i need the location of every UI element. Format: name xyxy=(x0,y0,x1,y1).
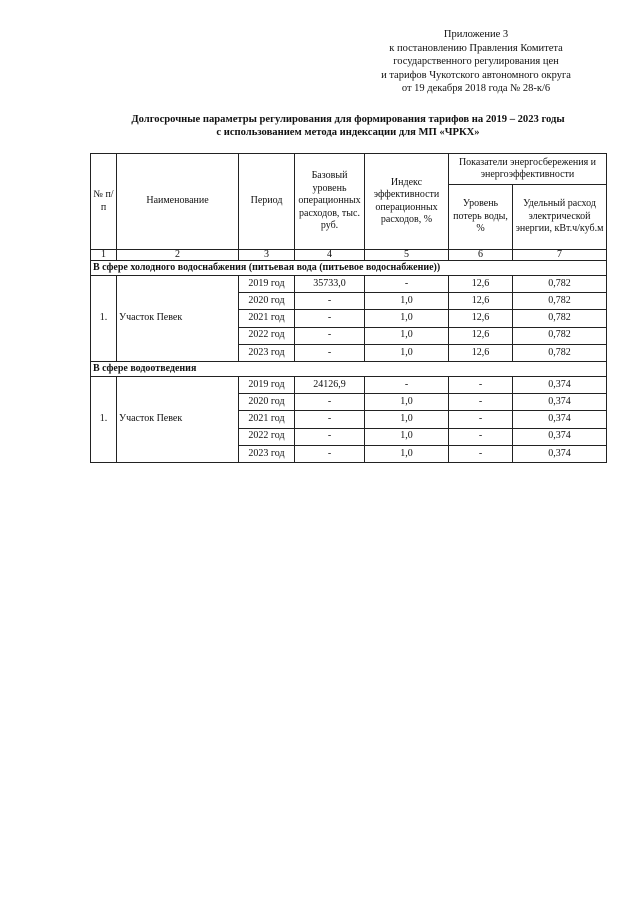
period-cell: 2020 год xyxy=(239,394,295,411)
efficiency-index-cell: 1,0 xyxy=(365,411,449,428)
row-number: 1. xyxy=(91,376,117,462)
water-losses-cell: 12,6 xyxy=(449,327,513,344)
base-costs-cell: - xyxy=(295,310,365,327)
efficiency-index-cell: 1,0 xyxy=(365,445,449,462)
header-water-losses: Уровень потерь воды, % xyxy=(449,185,513,250)
period-cell: 2021 год xyxy=(239,310,295,327)
base-costs-cell: - xyxy=(295,344,365,361)
appendix-line: и тарифов Чукотского автономного округа xyxy=(381,69,571,81)
period-cell: 2021 год xyxy=(239,411,295,428)
appendix-line: от 19 декабря 2018 года № 28-к/6 xyxy=(401,83,551,95)
period-cell: 2020 год xyxy=(239,293,295,310)
organization-name: Участок Певек xyxy=(117,376,239,462)
base-costs-cell: 35733,0 xyxy=(295,276,365,293)
column-number: 1 xyxy=(91,250,117,261)
table-row xyxy=(91,276,607,293)
water-losses-cell: 12,6 xyxy=(449,344,513,361)
title-line: Долгосрочные параметры регулирования для формирования тарифов на 2019 – 2023 годы xyxy=(131,114,565,125)
period-cell: 2022 год xyxy=(239,428,295,445)
section-row xyxy=(91,261,607,276)
appendix-line: государственного регулирования цен xyxy=(393,56,559,68)
efficiency-index-cell: 1,0 xyxy=(365,327,449,344)
document-title xyxy=(90,113,606,139)
energy-consumption-cell: 0,374 xyxy=(513,411,607,428)
energy-consumption-cell: 0,374 xyxy=(513,394,607,411)
header-name: Наименование xyxy=(117,154,239,250)
header-efficiency-index: Индекс эффективности операционных расходов, % xyxy=(365,154,449,250)
efficiency-index-cell: 1,0 xyxy=(365,394,449,411)
appendix-line: к постановлению Правления Комитета xyxy=(389,42,563,54)
efficiency-index-cell: 1,0 xyxy=(365,310,449,327)
appendix-block xyxy=(346,28,606,96)
energy-consumption-cell: 0,782 xyxy=(513,276,607,293)
base-costs-cell: - xyxy=(295,394,365,411)
period-cell: 2022 год xyxy=(239,327,295,344)
title-line: с использованием метода индексации для МП «ЧРКХ» xyxy=(216,127,480,138)
water-losses-cell: 12,6 xyxy=(449,293,513,310)
period-cell: 2019 год xyxy=(239,276,295,293)
base-costs-cell: 24126,9 xyxy=(295,376,365,393)
header-num: № п/п xyxy=(91,154,117,250)
organization-name: Участок Певек xyxy=(117,276,239,362)
water-losses-cell: 12,6 xyxy=(449,310,513,327)
column-number: 2 xyxy=(117,250,239,261)
base-costs-cell: - xyxy=(295,293,365,310)
header-energy-group: Показатели энергосбережения и энергоэффективности xyxy=(449,154,607,185)
column-number: 4 xyxy=(295,250,365,261)
header-row xyxy=(91,154,607,185)
period-cell: 2019 год xyxy=(239,376,295,393)
column-number: 3 xyxy=(239,250,295,261)
efficiency-index-cell: - xyxy=(365,376,449,393)
appendix-line: Приложение 3 xyxy=(443,29,509,40)
base-costs-cell: - xyxy=(295,428,365,445)
efficiency-index-cell: 1,0 xyxy=(365,344,449,361)
energy-consumption-cell: 0,374 xyxy=(513,376,607,393)
water-losses-cell: - xyxy=(449,394,513,411)
efficiency-index-cell: 1,0 xyxy=(365,293,449,310)
header-energy-consumption: Удельный расход электрической энергии, кВт.ч/куб.м xyxy=(513,185,607,250)
base-costs-cell: - xyxy=(295,445,365,462)
column-number: 6 xyxy=(449,250,513,261)
table-row xyxy=(91,376,607,393)
section-row xyxy=(91,361,607,376)
section-title: В сфере холодного водоснабжения (питьевая вода (питьевое водоснабжение)) xyxy=(91,261,607,276)
energy-consumption-cell: 0,782 xyxy=(513,327,607,344)
energy-consumption-cell: 0,782 xyxy=(513,344,607,361)
column-number: 5 xyxy=(365,250,449,261)
energy-consumption-cell: 0,374 xyxy=(513,445,607,462)
base-costs-cell: - xyxy=(295,411,365,428)
energy-consumption-cell: 0,782 xyxy=(513,310,607,327)
efficiency-index-cell: - xyxy=(365,276,449,293)
base-costs-cell: - xyxy=(295,327,365,344)
header-period: Период xyxy=(239,154,295,250)
header-base-costs: Базовый уровень операционных расходов, тыс. руб. xyxy=(295,154,365,250)
efficiency-index-cell: 1,0 xyxy=(365,428,449,445)
period-cell: 2023 год xyxy=(239,344,295,361)
period-cell: 2023 год xyxy=(239,445,295,462)
water-losses-cell: - xyxy=(449,411,513,428)
energy-consumption-cell: 0,782 xyxy=(513,293,607,310)
water-losses-cell: - xyxy=(449,376,513,393)
water-losses-cell: - xyxy=(449,428,513,445)
column-number: 7 xyxy=(513,250,607,261)
parameters-table xyxy=(90,153,607,463)
row-number: 1. xyxy=(91,276,117,362)
water-losses-cell: 12,6 xyxy=(449,276,513,293)
water-losses-cell: - xyxy=(449,445,513,462)
section-title: В сфере водоотведения xyxy=(91,361,607,376)
energy-consumption-cell: 0,374 xyxy=(513,428,607,445)
column-number-row xyxy=(91,250,607,261)
